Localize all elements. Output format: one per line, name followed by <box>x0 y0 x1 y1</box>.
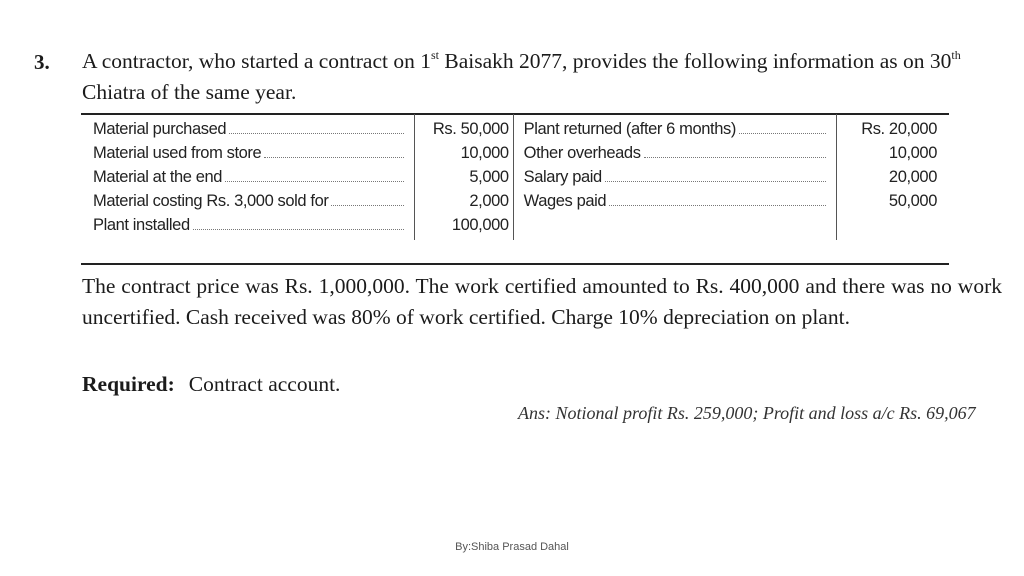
question-number: 3. <box>34 50 50 74</box>
table-row <box>81 141 949 165</box>
left-amount: Rs. 50,000 <box>414 114 513 141</box>
left-label-cell <box>81 114 414 141</box>
right-amount: 10,000 <box>837 141 949 165</box>
intro-text-1: A contractor, who started a contract on 1 <box>82 49 431 73</box>
table-row <box>81 165 949 189</box>
question-intro <box>82 46 1007 108</box>
required-label: Required: <box>82 372 175 396</box>
dot-leader <box>193 229 404 230</box>
left-label: Material at the end <box>93 168 223 186</box>
dot-leader <box>605 181 826 182</box>
right-label-cell <box>513 141 837 165</box>
intro-text-3: Chiatra of the same year. <box>82 80 297 104</box>
left-amount: 100,000 <box>414 213 513 240</box>
right-label: Wages paid <box>523 192 607 210</box>
right-label-cell <box>513 189 837 213</box>
right-amount: Rs. 20,000 <box>837 114 949 141</box>
dot-leader <box>609 205 826 206</box>
left-amount: 10,000 <box>414 141 513 165</box>
dot-leader <box>264 157 404 158</box>
left-amount: 5,000 <box>414 165 513 189</box>
dot-leader <box>739 133 826 134</box>
left-label: Material costing Rs. 3,000 sold for <box>93 192 329 210</box>
required-text: Contract account. <box>188 372 341 396</box>
right-label-cell <box>513 114 837 141</box>
right-label: Plant returned (after 6 months) <box>523 120 736 138</box>
left-label-cell <box>81 141 414 165</box>
dot-leader <box>229 133 404 134</box>
table-row <box>81 213 949 240</box>
right-label: Salary paid <box>523 168 602 186</box>
right-label: Other overheads <box>523 144 641 162</box>
left-label: Plant installed <box>93 216 190 234</box>
dot-leader <box>225 181 404 182</box>
right-label-cell <box>513 213 837 240</box>
intro-superscript-1: st <box>431 47 440 62</box>
intro-superscript-2: th <box>951 47 961 62</box>
footer-author: By:Shiba Prasad Dahal <box>455 541 569 553</box>
right-label-cell <box>513 165 837 189</box>
dot-leader <box>644 157 827 158</box>
left-label: Material used from store <box>93 144 262 162</box>
left-label: Material purchased <box>93 120 227 138</box>
contract-details-paragraph: The contract price was Rs. 1,000,000. The work certified amounted to Rs. 400,000 and there was no work uncertified. Cash received was 80% of work certified. Charge 10% depreciation on plant. <box>82 274 1002 329</box>
left-amount: 2,000 <box>414 189 513 213</box>
left-label-cell <box>81 213 414 240</box>
dot-leader <box>331 205 403 206</box>
left-label-cell <box>81 189 414 213</box>
answer-note: Ans: Notional profit Rs. 259,000; Profit and loss a/c Rs. 69,067 <box>518 403 976 423</box>
right-amount: 20,000 <box>837 165 949 189</box>
table-row <box>81 114 949 141</box>
information-table <box>81 114 949 240</box>
left-label-cell <box>81 165 414 189</box>
right-amount: 50,000 <box>837 189 949 213</box>
table-bottom-rule <box>81 263 949 265</box>
table-row <box>81 189 949 213</box>
intro-text-2: Baisakh 2077, provides the following information as on 30 <box>439 49 952 73</box>
right-amount <box>837 213 949 240</box>
required-line <box>82 372 340 397</box>
